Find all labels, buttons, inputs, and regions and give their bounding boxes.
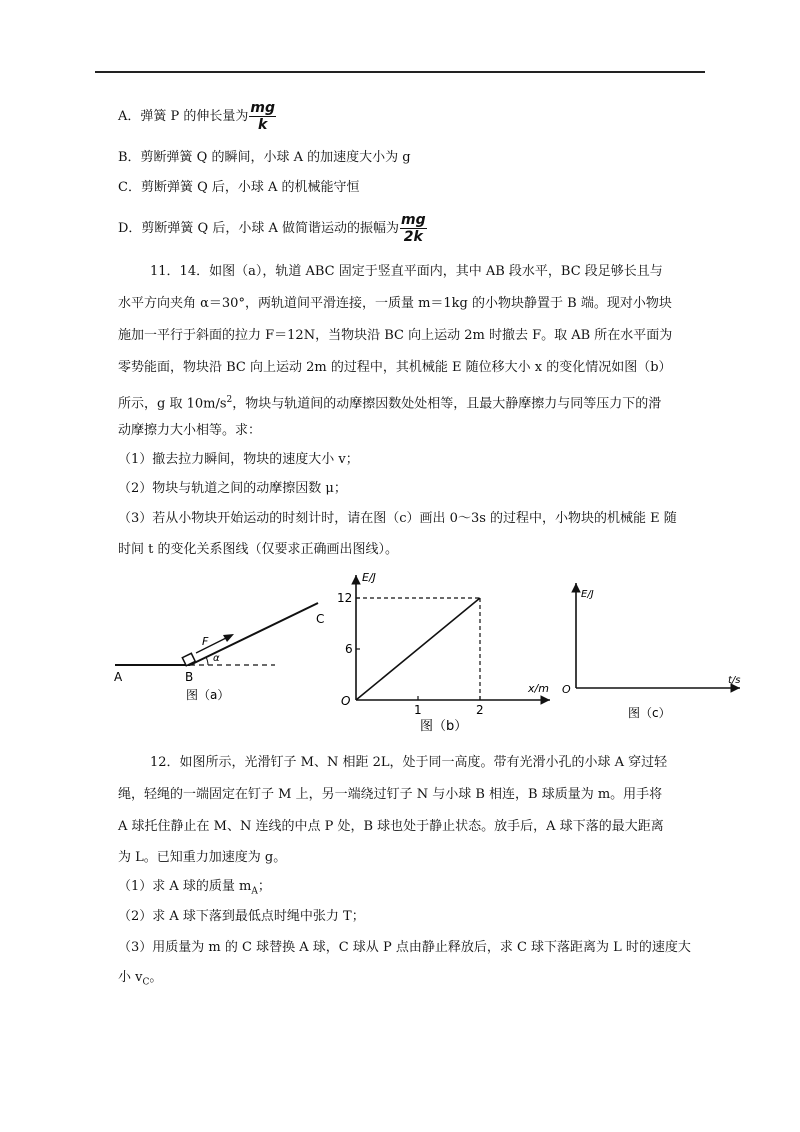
- label-b: B: [185, 670, 194, 684]
- figure-a-track: [110, 595, 340, 715]
- q11-line-3: 施加一平行于斜面的拉力 F＝12N，当物块沿 BC 向上运动 2m 时撤去 F。取 AB 所在水平面为: [118, 328, 673, 343]
- q11-line-5-post: ，物块与轨道间的动摩擦因数处处相等，且最大静摩擦力与同等压力下的滑: [232, 396, 662, 412]
- q11-line-2: 水平方向夹角 α＝30°，两轨道间平滑连接，一质量 m＝1kg 的小物块静置于 B 端。现对小物块: [118, 296, 672, 311]
- option-a-text: A．弹簧 P 的伸长量为: [118, 109, 249, 124]
- fraction-denominator: 2k: [403, 229, 423, 245]
- q11-sub-3-line-2: 时间 t 的变化关系图线（仅要求正确画出图线）。: [118, 542, 398, 557]
- label-f: F: [202, 635, 209, 648]
- caption-b: 图（b）: [420, 719, 468, 734]
- label-a: A: [114, 670, 123, 684]
- fraction-numerator: mg: [250, 100, 276, 116]
- q12-sub-1-pre: （1）求 A 球的质量 m: [118, 879, 252, 894]
- option-d-fraction: [400, 212, 427, 245]
- figure-b-chart: [330, 565, 565, 740]
- label-alpha: α: [213, 653, 220, 664]
- y-axis-label: E/J: [362, 571, 376, 584]
- exponent: 2: [226, 395, 233, 405]
- x-tick-label-2: 2: [476, 703, 484, 717]
- q11-sub-3-line-1: （3）若从小物块开始运动的时刻计时，请在图（c）画出 0～3s 的过程中，小物块的机械能 E 随: [118, 511, 677, 526]
- q11-sub-1: （1）撤去拉力瞬间，物块的速度大小 v；: [118, 452, 359, 467]
- c-y-axis-label: E/J: [581, 589, 594, 600]
- x-tick-label-1: 1: [414, 703, 422, 717]
- q12-sub-3-pre: 小 v: [118, 970, 143, 985]
- q12-sub-3-post: 。: [149, 970, 163, 985]
- q12-line-2: 绳，轻绳的一端固定在钉子 M 上，另一端绕过钉子 N 与小球 B 相连，B 球质量为 m。用手将: [118, 787, 663, 802]
- q12-sub-1: [118, 877, 271, 902]
- q12-sub-3-line-2: [118, 968, 162, 993]
- series-line-energy: [356, 598, 480, 700]
- q11-line-5-pre: 所示，g 取 10m/s: [118, 396, 227, 412]
- option-b: B．剪断弹簧 Q 的瞬间，小球 A 的加速度大小为 g: [118, 150, 411, 165]
- subscript-c: C: [142, 977, 150, 988]
- fraction-denominator: k: [258, 117, 268, 133]
- q12-line-4: 为 L。已知重力加速度为 g。: [118, 850, 287, 865]
- q11-line-5: [118, 390, 661, 414]
- option-c: C．剪断弹簧 Q 后，小球 A 的机械能守恒: [118, 180, 360, 195]
- option-a: [118, 100, 276, 133]
- angle-arc: [206, 657, 208, 665]
- option-d: [118, 212, 427, 245]
- y-tick-label-6: 6: [345, 642, 353, 656]
- header-rule: [95, 71, 705, 73]
- subscript-a: A: [251, 886, 258, 897]
- q12-sub-1-post: ；: [257, 879, 271, 894]
- c-origin-label: O: [562, 683, 571, 696]
- q12-line-1: 12．如图所示，光滑钉子 M、N 相距 2L，处于同一高度。带有光滑小孔的小球 A 穿过轻: [150, 755, 668, 770]
- x-axis-label: x/m: [528, 682, 549, 695]
- caption-c: 图（c）: [628, 706, 671, 720]
- figure-c-axes: [558, 575, 748, 725]
- q12-line-3: A 球托住静止在 M、N 连线的中点 P 处，B 球也处于静止状态。放手后，A 球下落的最大距离: [118, 819, 664, 834]
- option-d-text: D．剪断弹簧 Q 后，小球 A 做简谐运动的振幅为: [118, 221, 399, 236]
- caption-a: 图（a）: [186, 688, 230, 702]
- track-bc: [190, 603, 318, 665]
- y-tick-label-12: 12: [337, 591, 353, 605]
- q11-line-6: 动摩擦力大小相等。求：: [118, 423, 262, 438]
- q12-sub-3-line-1: （3）用质量为 m 的 C 球替换 A 球，C 球从 P 点由静止释放后，求 C 球下落距离为 L 时的速度大: [118, 940, 691, 955]
- label-c: C: [316, 612, 325, 626]
- c-x-axis-label: t/s: [728, 675, 741, 686]
- fraction-numerator: mg: [401, 212, 426, 228]
- q12-sub-2: （2）求 A 球下落到最低点时绳中张力 T；: [118, 909, 365, 924]
- q11-sub-2: （2）物块与轨道之间的动摩擦因数 μ；: [118, 481, 347, 496]
- origin-label: O: [341, 694, 351, 708]
- q11-line-1: 11．14．如图（a），轨道 ABC 固定于竖直平面内，其中 AB 段水平，BC 段足够长且与: [150, 264, 663, 279]
- option-a-fraction: [249, 100, 276, 133]
- chart-marks: [337, 591, 484, 717]
- q11-line-4: 零势能面，物块沿 BC 向上运动 2m 的过程中，其机械能 E 随位移大小 x 的变化情况如图（b）: [118, 360, 672, 375]
